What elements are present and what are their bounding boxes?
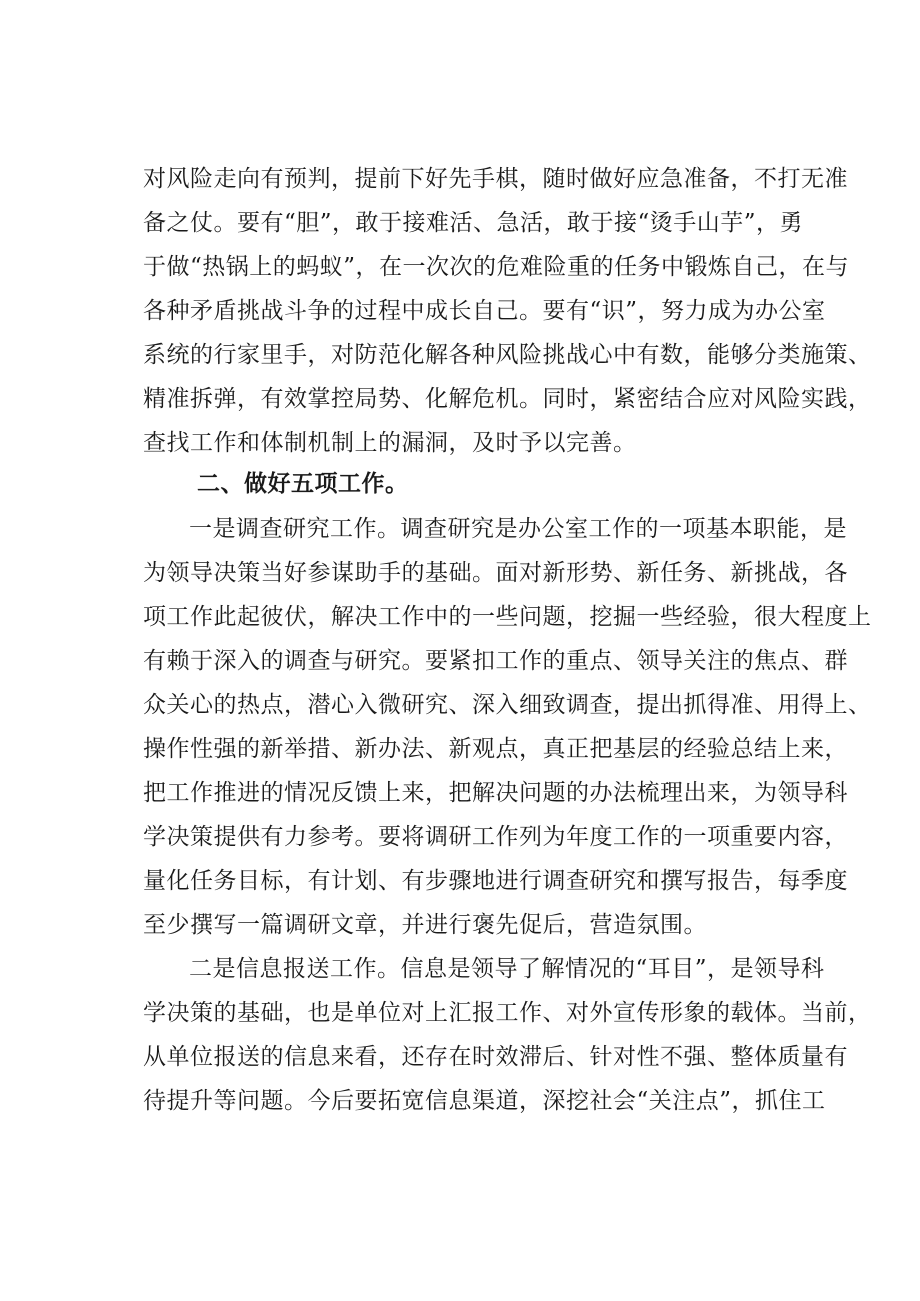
text-line: 二是信息报送工作。信息是领导了解情况的“耳目”，是领导科 xyxy=(189,956,825,982)
text-line: 一是调查研究工作。调查研究是办公室工作的一项基本职能，是 xyxy=(189,516,847,542)
text-line: 精准拆弹，有效掌控局势、化解危机。同时，紧密结合应对风险实践， xyxy=(143,386,872,412)
section-heading: 二、做好五项工作。 xyxy=(197,471,409,497)
text-line: 量化任务目标，有计划、有步骤地进行调查研究和撰写报告，每季度 xyxy=(143,868,848,894)
text-line: 为领导决策当好参谋助手的基础。面对新形势、新任务、新挑战，各 xyxy=(143,560,848,586)
text-line: 从单位报送的信息来看，还存在时效滞后、针对性不强、整体质量有 xyxy=(143,1044,848,1070)
text-line: 查找工作和体制机制上的漏洞，及时予以完善。 xyxy=(143,430,637,456)
text-line: 至少撰写一篇调研文章，并进行褒先促后，营造氛围。 xyxy=(143,912,707,938)
text-line: 项工作此起彼伏，解决工作中的一些问题，挖掘一些经验，很大程度上 xyxy=(143,604,872,630)
text-line: 有赖于深入的调查与研究。要紧扣工作的重点、领导关注的焦点、群 xyxy=(143,648,848,674)
text-line: 众关心的热点，潜心入微研究、深入细致调查，提出抓得准、用得上、 xyxy=(143,692,872,718)
text-line: 系统的行家里手，对防范化解各种风险挑战心中有数，能够分类施策、 xyxy=(143,342,872,368)
text-line: 对风险走向有预判，提前下好先手棋，随时做好应急准备，不打无准 xyxy=(143,166,848,192)
text-line: 操作性强的新举措、新办法、新观点，真正把基层的经验总结上来， xyxy=(143,736,848,762)
text-line: 把工作推进的情况反馈上来，把解决问题的办法梳理出来，为领导科 xyxy=(143,780,848,806)
text-line: 于做“热锅上的蚂蚁”，在一次次的危难险重的任务中锻炼自己，在与 xyxy=(143,254,850,280)
text-line: 待提升等问题。今后要拓宽信息渠道，深挖社会“关注点”，抓住工 xyxy=(143,1088,826,1114)
text-line: 学决策提供有力参考。要将调研工作列为年度工作的一项重要内容， xyxy=(143,824,848,850)
text-line: 备之仗。要有“胆”，敢于接难活、急活，敢于接“烫手山芋”，勇 xyxy=(143,210,804,236)
text-line: 各种矛盾挑战斗争的过程中成长自己。要有“识”，努力成为办公室 xyxy=(143,298,826,324)
text-line: 学决策的基础，也是单位对上汇报工作、对外宣传形象的载体。当前， xyxy=(143,1000,872,1026)
